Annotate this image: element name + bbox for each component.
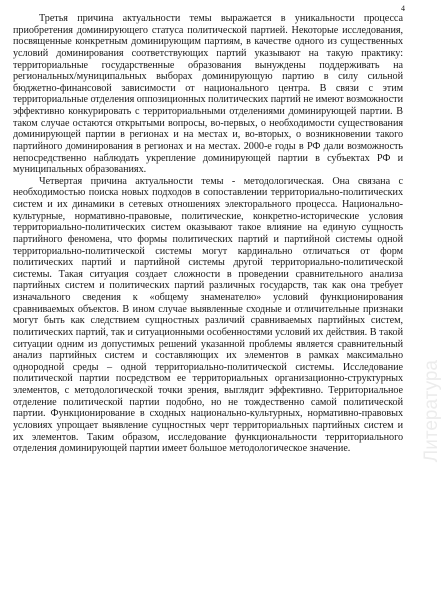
- paragraph-1: Третья причина актуальности темы выражается в уникальности процесса приобретения доминирующего статуса политической партией. Некоторые исследования, посвященные конкретным доминирующим партиям, в качестве одного из существенных условий доминирования соответствующих партий указывают на такую практику: территориальные государственные образования вынуждены поддерживать на региональных/муниципальных выборах доминирующую партию в силу сильной бюджетно-финансовой зависимости от национального центра. В связи с этим территориальные отделения оппозиционных политических партий не имеют возможности эффективно конкурировать с территориальными отделениями доминирующей партии. В таком случае остаются открытыми вопросы, во-первых, о необходимости существования доминирующей партии в регионах и на местах и, во-вторых, о возникновении такого партийного доминирования в регионах и на местах. 2000-е годы в РФ дали возможность непосредственно наблюдать укрепление доминирующей партии в субъектах РФ и муниципальных образованиях.: [13, 13, 403, 176]
- paragraph-2: Четвертая причина актуальности темы - методологическая. Она связана с необходимостью поиска новых подходов в сопоставлении территориально-политических систем и их динамики в сетевых отношениях электорального процесса. Национально-культурные, нормативно-правовые, политические, конкретно-исторические условия территориально-политических систем оказывают такое влияние на единую сущность партийного феномена, что формы политических партий и партийной системы одной территориально-политической системы могут кардинально отличаться от форм политических партий и партийной системы другой территориально-политической системы. Такая ситуация создает сложности в проведении сравнительного анализа партийных систем и политических партий различных государств, так как она требует изначального сведения к «общему знаменателю» условий функционирования сравниваемых объектов. В ином случае выявленные сходные и отличительные признаки могут быть как следствием сущностных различий сравниваемых партийных систем, политических партий, так и ситуационными особенностями условий их действия. В такой ситуации одним из допустимых решений указанной проблемы является сравнительный анализ партийных систем и составляющих их элементов в рамках максимально однородной среды – одной территориально-политической системы. Исследование политической партии посредством ее территориальных организационно-структурных элементов, с методологической точки зрения, выглядит эффективно. Территориальное отделение политической партии подобно, но не тождественно самой политической партии. Функционирование в сходных национально-культурных, нормативно-правовых условиях упрощает выявление сущностных черт территориальных партийных систем и их элементов. Таким образом, исследование функциональности территориального отделения доминирующей партии имеет большое методологическое значение.: [13, 175, 403, 455]
- watermark: Литература: [421, 360, 442, 463]
- page-number: 4: [401, 4, 405, 13]
- body-text: [13, 13, 403, 455]
